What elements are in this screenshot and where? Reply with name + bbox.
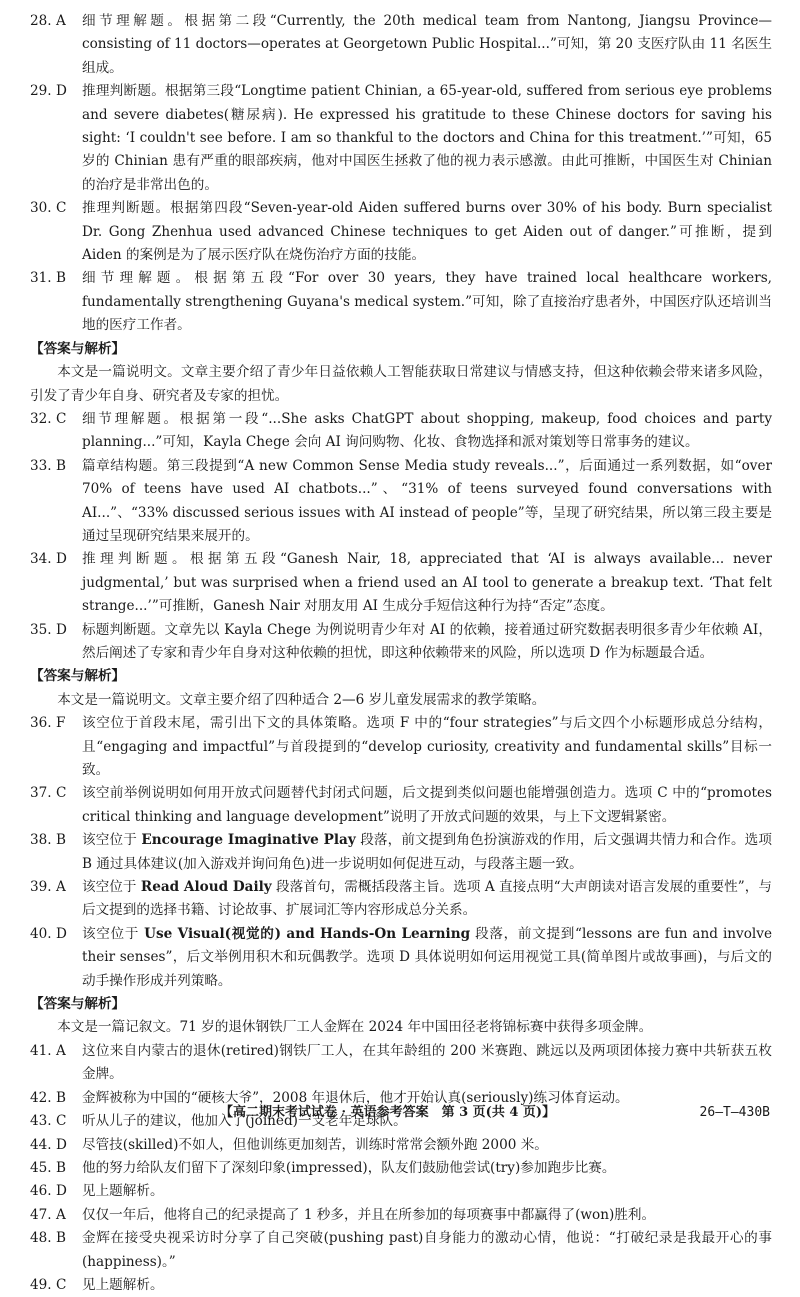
passage-summary: 本文是一篇说明文。文章主要介绍了四种适合 2—6 岁儿童发展需求的教学策略。 bbox=[57, 691, 546, 708]
item-number: 41. A bbox=[30, 1042, 66, 1059]
item-explanation bbox=[82, 712, 772, 782]
item-number: 28. A bbox=[30, 13, 66, 29]
item-explanation bbox=[82, 782, 772, 829]
item-number: 32. C bbox=[30, 410, 67, 427]
answer-item-35 bbox=[30, 619, 772, 666]
answer-item-39 bbox=[30, 876, 772, 923]
explanation-text: 段落首句，需概括段落主旨。选项 A 直接点明“大声朗读对语言发展的重要性”，与后文提到的选择书籍、讨论故事、扩展词汇等内容形成总分关系。 bbox=[82, 879, 772, 919]
item-explanation: 推理判断题。根据第四段“Seven-year-old Aiden suffered burns over 30% of his body. Burn specialist Dr. Gong Zhenhua used advanced Chinese techniques to get Aiden out of danger.”可推断，提到 Aiden 的案例是为了展示医疗队在烧伤治疗方面的技能。 bbox=[82, 200, 772, 264]
answer-item-32 bbox=[30, 408, 772, 455]
answer-item-40 bbox=[30, 923, 772, 993]
answer-item-29 bbox=[30, 80, 772, 197]
item-number: 30. C bbox=[30, 200, 67, 217]
explanation-text: 段落，前文提到角色扮演游戏的作用，后文强调共情力和合作。选项 B 通过具体建议(加入游戏并询问角色)进一步说明如何促进互动，与段落主题一致。 bbox=[82, 832, 772, 872]
paragraph-subtitle: Read Aloud Daily bbox=[140, 879, 272, 896]
item-number: 38. B bbox=[30, 832, 66, 849]
section-heading: 【答案与解析】 bbox=[30, 340, 126, 357]
item-number: 42. B bbox=[30, 1089, 66, 1106]
item-explanation bbox=[82, 829, 772, 876]
item-explanation: 这位来自内蒙古的退休(retired)钢铁厂工人，在其年龄组的 200 米赛跑、跳远以及两项团体接力赛中共斩获五枚金牌。 bbox=[82, 1042, 772, 1083]
explanation-text: 该空位于 bbox=[82, 925, 145, 942]
answer-item-31 bbox=[30, 267, 772, 337]
item-number: 40. D bbox=[30, 925, 67, 942]
item-number: 49. C bbox=[30, 1276, 67, 1293]
footer-page-info: 【高二期末考试试卷 · 英语参考答案 第 3 页(共 4 页)】 bbox=[220, 1105, 556, 1120]
answer-item-36 bbox=[30, 712, 772, 782]
answer-item-37 bbox=[30, 782, 772, 829]
answer-item-33 bbox=[30, 455, 772, 549]
item-explanation: 推理判断题。根据第五段“Ganesh Nair, 18, appreciated that ‘AI is always available... never judgmental,’ but was surprised when a friend used an AI tool to generate a breakup text. ‘That felt strange...’”可推断，Ganesh Nair 对朋友用 AI 生成分手短信这种行为持“否定”态度。 bbox=[82, 551, 772, 615]
footer-exam-code: 26—T—430B bbox=[699, 1105, 770, 1120]
item-explanation: 篇章结构题。第三段提到“A new Common Sense Media study reveals...”，后面通过一系列数据，如“over 70% of teens have used AI chatbots...”、“31% of teens surveyed found conversations with AI...”、“33% discussed serious issues with AI instead of people”等，呈现了研究结果，所以第三段主要是通过呈现研究结果来展开的。 bbox=[82, 457, 772, 544]
item-explanation: 金辉被称为中国的“硬核大爷”，2008 年退休后，他才开始认真(seriously)练习体育运动。 bbox=[82, 1089, 629, 1106]
item-explanation: 细节理解题。根据第五段“For over 30 years, they have trained local healthcare workers, fundamentally strengthening Guyana's medical system.”可知，除了直接治疗患者外，中国医疗队还培训当地的医疗工作者。 bbox=[82, 270, 772, 334]
explanation-text: 段落，前文提到“lessons are fun and involve their senses”，后文举例用积木和玩偶教学。选项 D 具体说明如何运用视觉工具(简单图片或故事画)，与后文的动手操作形成并列策略。 bbox=[82, 925, 772, 989]
answer-item-47 bbox=[30, 1204, 772, 1227]
passage-summary: 本文是一篇说明文。文章主要介绍了青少年日益依赖人工智能获取日常建议与情感支持，但这种依赖会带来诸多风险，引发了青少年自身、研究者及专家的担忧。 bbox=[30, 364, 772, 404]
section-heading: 【答案与解析】 bbox=[30, 996, 126, 1013]
passage-summary: 本文是一篇记叙文。71 岁的退休钢铁厂工人金辉在 2024 年中国田径老将锦标赛中获得多项金牌。 bbox=[57, 1019, 653, 1036]
item-explanation bbox=[82, 876, 772, 923]
item-explanation: 见上题解析。 bbox=[82, 1183, 164, 1200]
answer-item-30 bbox=[30, 197, 772, 267]
item-number: 37. C bbox=[30, 785, 67, 802]
item-number: 44. D bbox=[30, 1136, 67, 1153]
item-number: 29. D bbox=[30, 83, 67, 100]
item-explanation: 标题判断题。文章先以 Kayla Chege 为例说明青少年对 AI 的依赖，接着通过研究数据表明很多青少年依赖 AI，然后阐述了专家和青少年自身对这种依赖的担忧，即这种依赖带来的风险，所以选项 D 作为标题最合适。 bbox=[82, 621, 772, 661]
answer-item-34 bbox=[30, 548, 772, 618]
answer-item-44 bbox=[30, 1134, 772, 1157]
paragraph-subtitle: Encourage Imaginative Play bbox=[141, 832, 356, 849]
item-explanation: 推理判断题。根据第三段“Longtime patient Chinian, a 65-year-old, suffered from serious eye problems and severe diabetes(糖尿病). He expressed his gratitude to these Chinese doctors for saving his sight: ‘I couldn't see before. I am so thankful to the doctors and China for this treatment.’”可知，65 岁的 Chinian 患有严重的眼部疾病，他对中国医生拯救了他的视力表示感激。由此可推断，中国医生对 Chinian 的治疗是非常出色的。 bbox=[82, 83, 772, 193]
item-explanation: 金辉在接受央视采访时分享了自己突破(pushing past)自身能力的激动心情，他说：“打破纪录是我最开心的事(happiness)。” bbox=[82, 1230, 772, 1270]
answer-item-48 bbox=[30, 1227, 772, 1274]
item-explanation: 细节理解题。根据第一段“...She asks ChatGPT about shopping, makeup, food choices and party planning...”可知，Kayla Chege 会向 AI 询问购物、化妆、食物选择和派对策划等日常事务的建议。 bbox=[82, 410, 772, 451]
answer-item-41 bbox=[30, 1040, 772, 1087]
item-number: 46. D bbox=[30, 1183, 67, 1200]
item-number: 43. C bbox=[30, 1113, 67, 1130]
item-number: 34. D bbox=[30, 551, 67, 568]
explanation-text: 该空位于 bbox=[82, 832, 142, 849]
explanation-text: 该空位于首段末尾，需引出下文的具体策略。选项 F 中的“four strategies”与后文四个小标题形成总分结构，且“engaging and impactful”与首段提到的“develop curiosity, creativity and fundamental skills”目标一致。 bbox=[82, 715, 772, 778]
item-explanation: 细节理解题。根据第二段“Currently, the 20th medical team from Nantong, Jiangsu Province—consisting of 11 doctors—operates at Georgetown Public Hospital...”可知，第 20 支医疗队由 11 名医生组成。 bbox=[82, 13, 772, 76]
item-explanation bbox=[82, 923, 772, 993]
item-explanation: 尽管技(skilled)不如人，但他训练更加刻苦，训练时常常会额外跑 2000 米。 bbox=[82, 1136, 548, 1153]
item-explanation: 他的努力给队友们留下了深刻印象(impressed)，队友们鼓励他尝试(try)参加跑步比赛。 bbox=[82, 1159, 616, 1176]
item-number: 45. B bbox=[30, 1159, 66, 1176]
item-number: 48. B bbox=[30, 1230, 66, 1247]
answer-item-45 bbox=[30, 1157, 772, 1180]
item-number: 47. A bbox=[30, 1206, 66, 1223]
item-number: 33. B bbox=[30, 457, 66, 474]
explanation-text: 该空前举例说明如何用开放式问题替代封闭式问题，后文提到类似问题也能增强创造力。选项 C 中的“promotes critical thinking and language development”说明了开放式问题的效果，与上下文逻辑紧密。 bbox=[82, 785, 772, 825]
item-number: 31. B bbox=[30, 270, 66, 287]
answer-item-49 bbox=[30, 1274, 772, 1297]
answer-item-28 bbox=[30, 10, 772, 80]
item-explanation: 见上题解析。 bbox=[82, 1276, 164, 1293]
answer-item-46 bbox=[30, 1180, 772, 1203]
item-explanation: 听从儿子的建议，他加入了(joined)一支老年足球队。 bbox=[82, 1113, 407, 1130]
item-number: 39. A bbox=[30, 879, 66, 896]
paragraph-subtitle: Use Visual(视觉的) and Hands-On Learning bbox=[144, 925, 471, 942]
item-explanation: 仅仅一年后，他将自己的纪录提高了 1 秒多，并且在所参加的每项赛事中都赢得了(won)胜利。 bbox=[82, 1206, 656, 1223]
item-number: 35. D bbox=[30, 621, 67, 638]
item-number: 36. F bbox=[30, 715, 66, 732]
section-heading: 【答案与解析】 bbox=[30, 668, 126, 685]
explanation-text: 该空位于 bbox=[82, 879, 141, 896]
answer-item-38 bbox=[30, 829, 772, 876]
